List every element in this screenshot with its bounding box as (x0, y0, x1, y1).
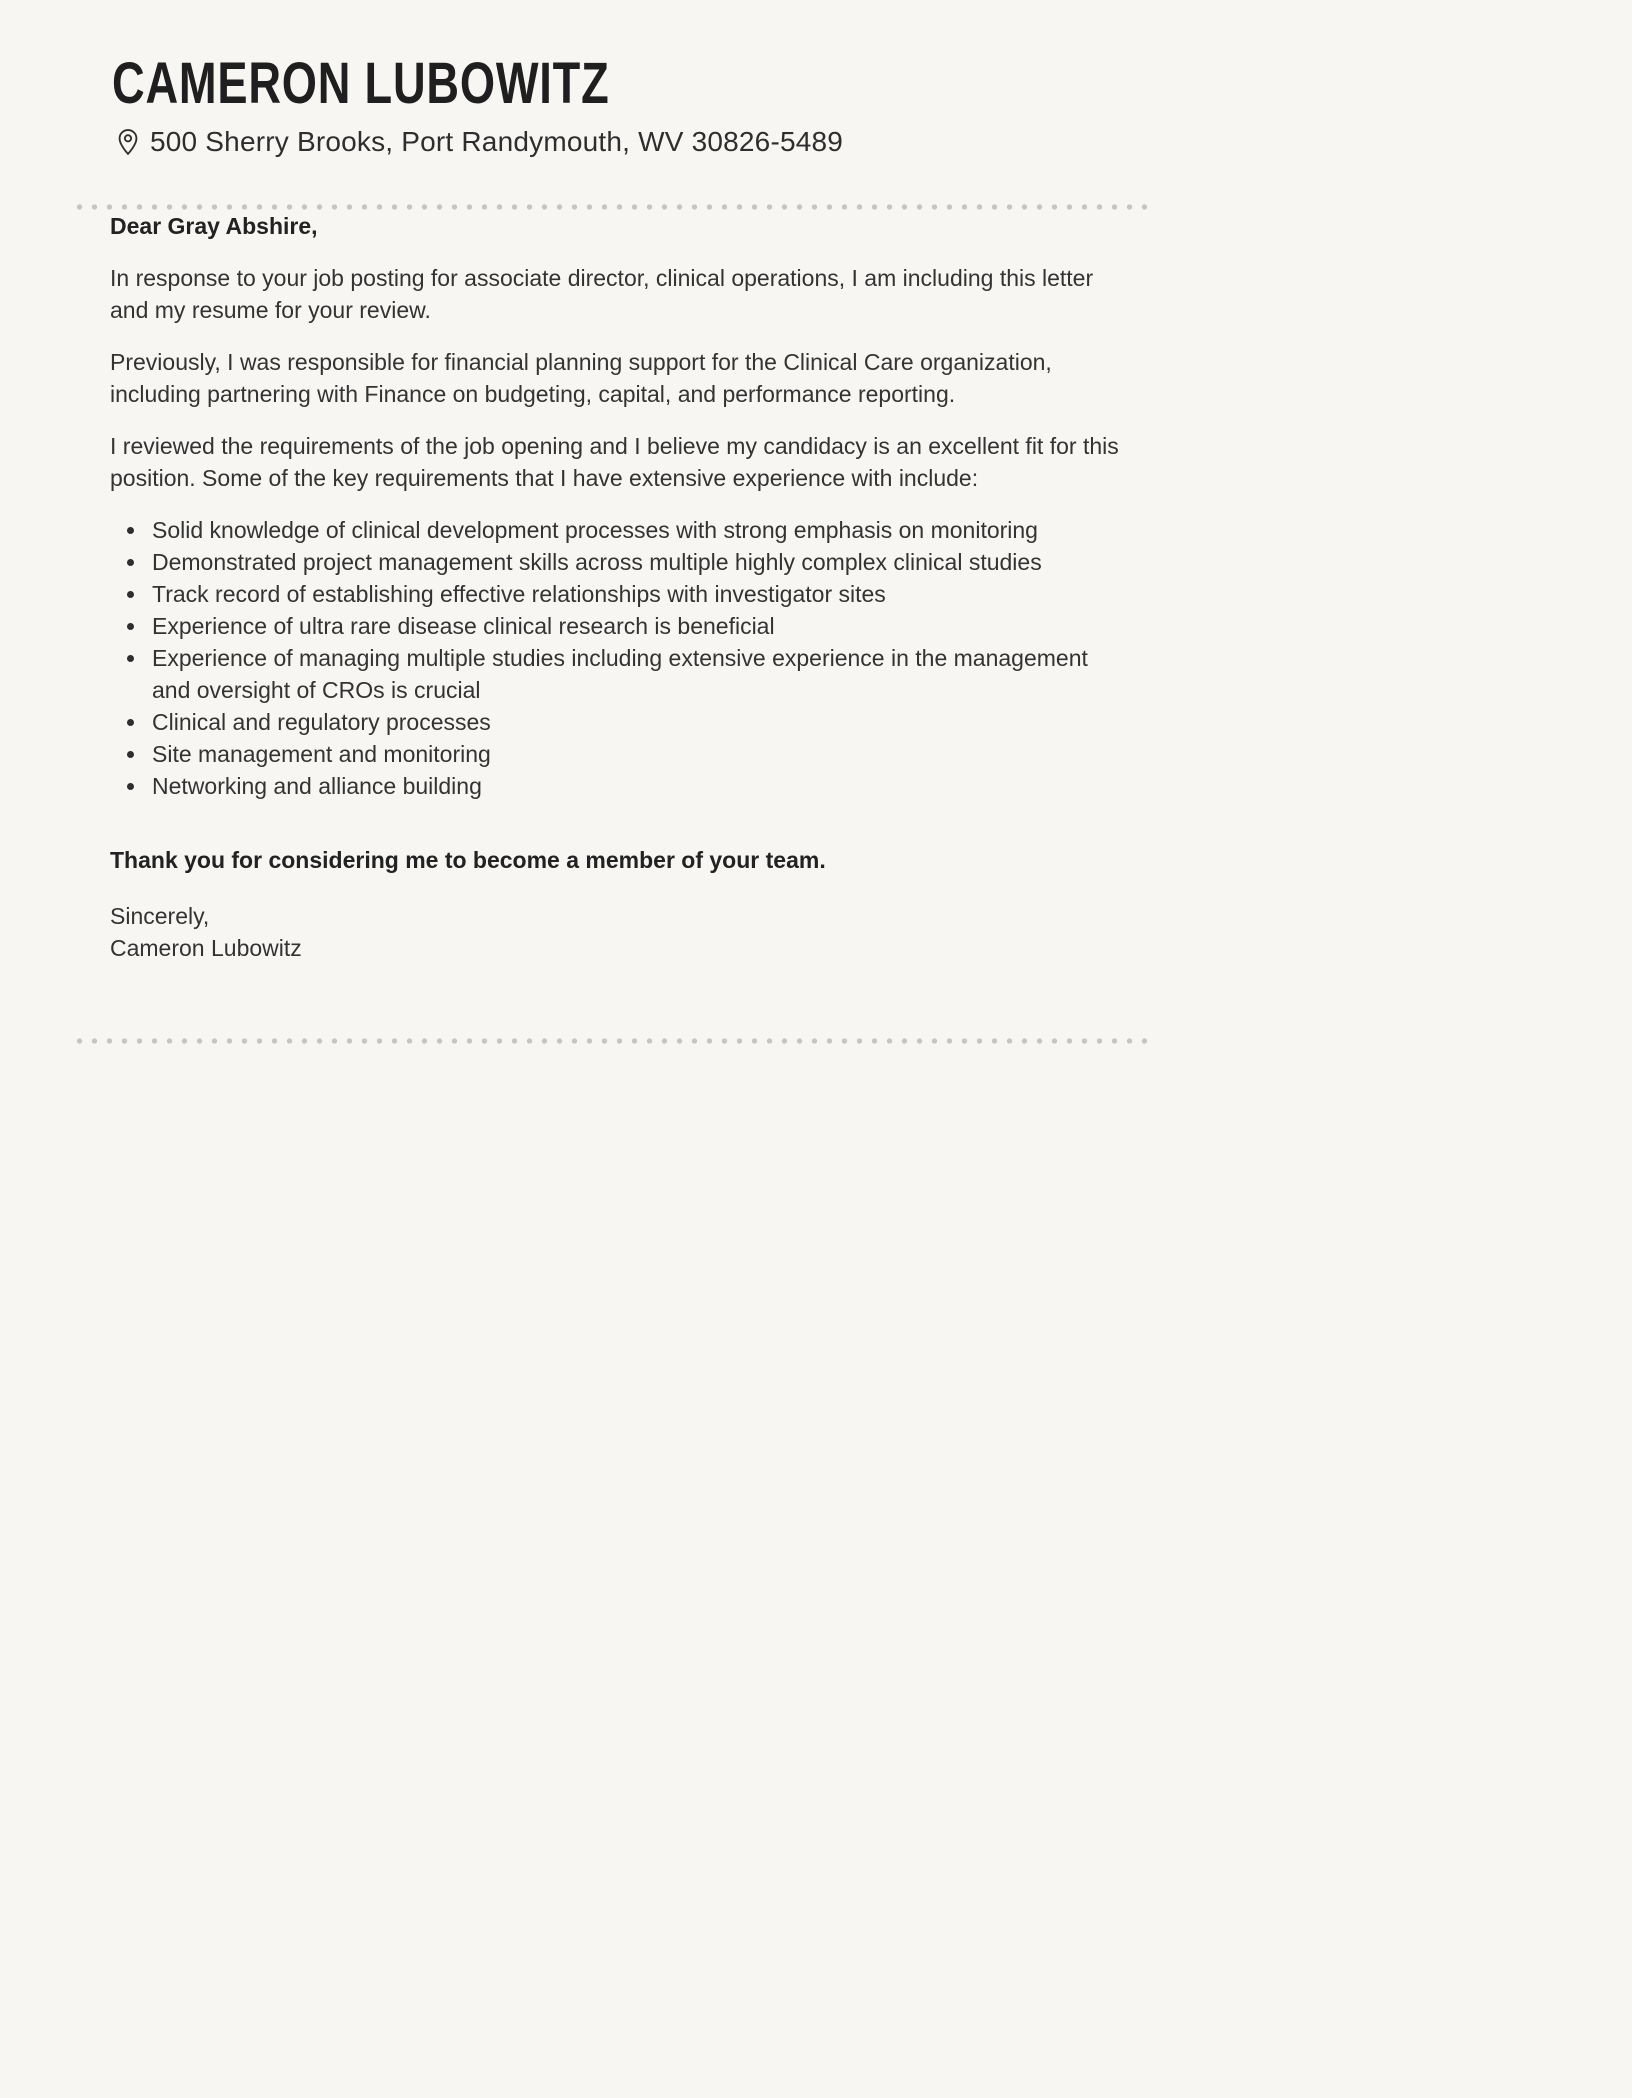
dotted-divider-bottom (72, 1038, 1154, 1044)
signature: Cameron Lubowitz (110, 934, 302, 961)
candidate-name: CAMERON LUBOWITZ (112, 51, 610, 116)
salutation: Dear Gray Abshire, (110, 212, 318, 239)
list-item: • Demonstrated project management skills across multiple highly complex clinical studies (148, 546, 1120, 578)
list-item: • Track record of establishing effective relationships with investigator sites (148, 578, 1120, 610)
requirements-list (110, 514, 1120, 802)
letter-body (110, 210, 1120, 964)
address-row (116, 126, 1632, 158)
letter-header (0, 52, 1632, 158)
letter-paragraph: In response to your job posting for associate director, clinical operations, I am including this letter and my resume for your review. (110, 264, 1094, 323)
signoff-block (110, 900, 1120, 964)
list-item: • Clinical and regulatory processes (148, 706, 1120, 738)
address-text: 500 Sherry Brooks, Port Randymouth, WV 30826-5489 (150, 125, 844, 157)
closing-statement: Thank you for considering me to become a member of your team. (110, 846, 826, 873)
letter-paragraph: Previously, I was responsible for financial planning support for the Clinical Care organization, including partnering with Finance on budgeting, capital, and performance reporting. (110, 348, 1052, 407)
letter-paragraph: I reviewed the requirements of the job opening and I believe my candidacy is an excellent fit for this position. Some of the key requirements that I have extensive experience with include: (110, 432, 1119, 491)
list-item: • Site management and monitoring (148, 738, 1120, 770)
signoff: Sincerely, (110, 902, 210, 929)
list-item: • Experience of managing multiple studies including extensive experience in the management and oversight of CROs is crucial (148, 642, 1120, 706)
list-item: • Experience of ultra rare disease clinical research is beneficial (148, 610, 1120, 642)
list-item: • Solid knowledge of clinical development processes with strong emphasis on monitoring (148, 514, 1120, 546)
location-pin-icon (116, 127, 140, 157)
list-item: • Networking and alliance building (148, 770, 1120, 802)
